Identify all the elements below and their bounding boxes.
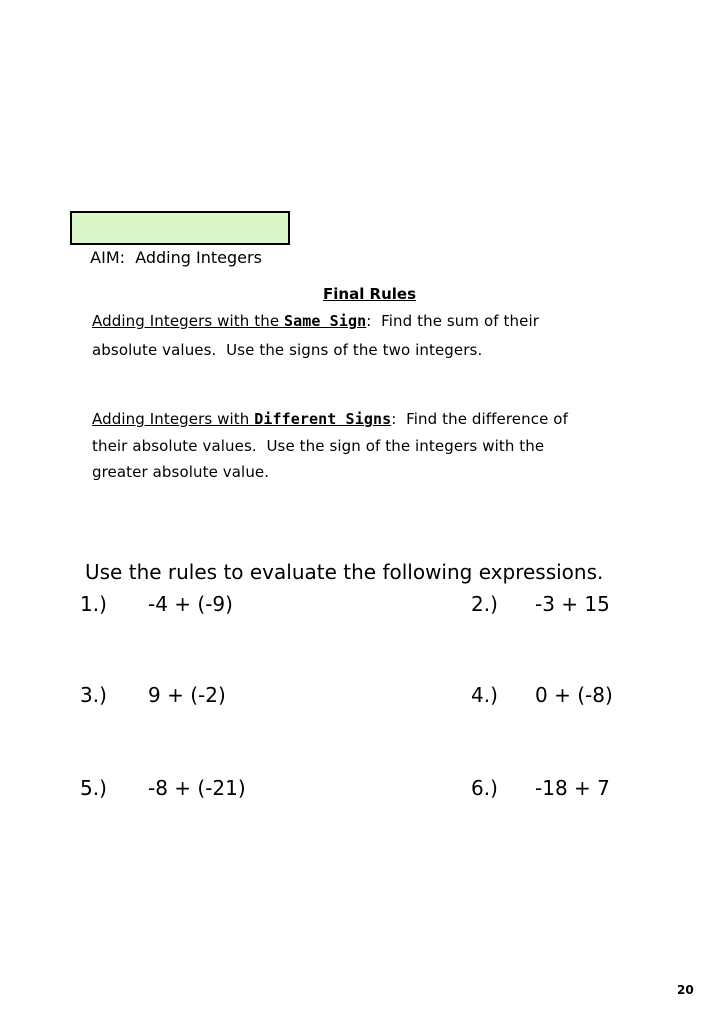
problem-4-expression: 0 + (-8) [535, 683, 613, 707]
problem-2-number: 2.) [471, 592, 498, 616]
rule-different-prefix: Adding Integers with [92, 410, 255, 428]
problem-6-expression: -18 + 7 [535, 776, 610, 800]
problem-1-number: 1.) [80, 592, 107, 616]
rules-title: Final Rules [323, 285, 417, 303]
rule-different-term: Different Signs [254, 410, 392, 428]
rule-same-line-1 [92, 312, 539, 330]
problem-5-number: 5.) [80, 776, 107, 800]
problem-2-expression: -3 + 15 [535, 592, 610, 616]
problem-5-expression: -8 + (-21) [148, 776, 246, 800]
rule-same-line1-rest: : Find the sum of their [366, 312, 539, 330]
rule-same-term: Same Sign [284, 312, 367, 330]
problem-6-number: 6.) [471, 776, 498, 800]
page-number: 20 [677, 983, 694, 997]
rule-same-prefix: Adding Integers with the [92, 312, 285, 330]
problem-1-expression: -4 + (-9) [148, 592, 233, 616]
problem-4-number: 4.) [471, 683, 498, 707]
problem-3-number: 3.) [80, 683, 107, 707]
rule-different-line1-rest: : Find the difference of [391, 410, 568, 428]
problem-3-expression: 9 + (-2) [148, 683, 226, 707]
rule-different-line-2: their absolute values. Use the sign of the integers with the [92, 437, 545, 455]
rule-different-line-1 [92, 410, 568, 428]
instructions: Use the rules to evaluate the following expressions. [85, 560, 604, 584]
aim-box [70, 211, 290, 267]
aim-text: AIM: Adding Integers [90, 248, 262, 267]
rule-different-line-3: greater absolute value. [92, 463, 270, 481]
rule-same-line-2: absolute values. Use the signs of the two integers. [92, 341, 483, 359]
